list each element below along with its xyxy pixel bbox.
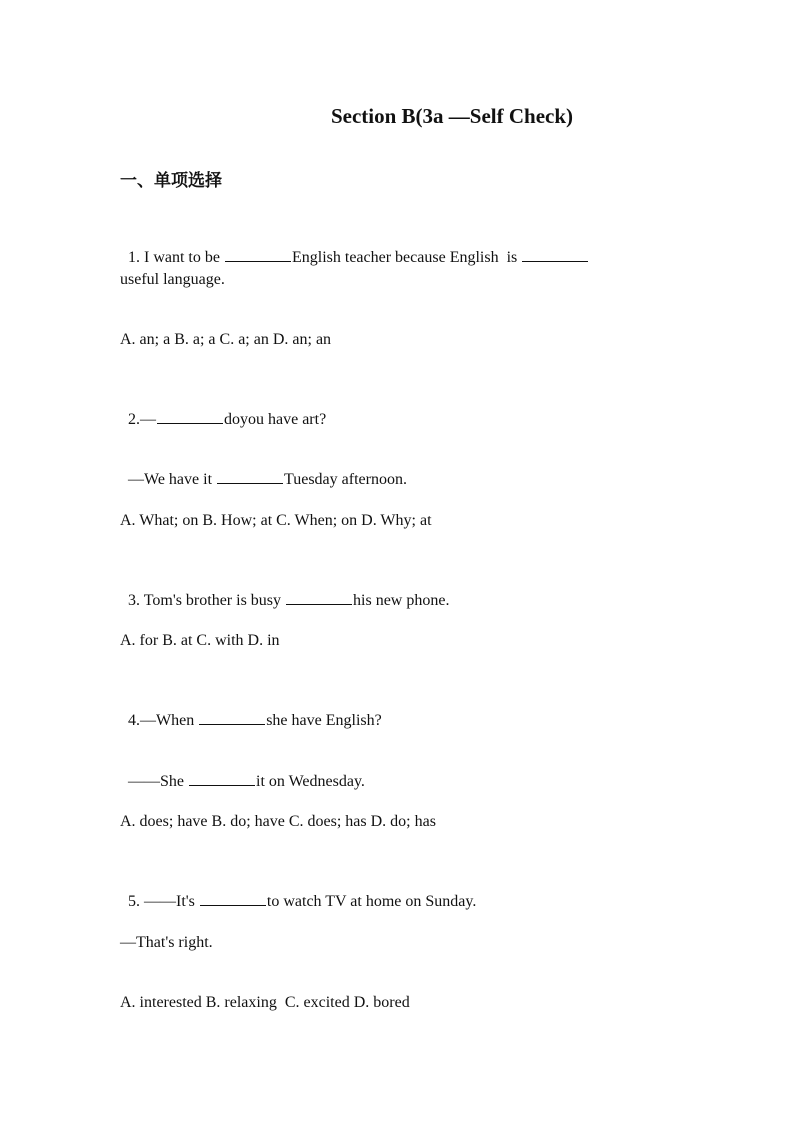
question-2-text-start: 2.— bbox=[128, 411, 156, 428]
question-5-reply: —That's right. bbox=[120, 934, 213, 951]
question-2-reply bbox=[120, 451, 407, 489]
answer-blank bbox=[157, 409, 223, 424]
question-2-reply-end: Tuesday afternoon. bbox=[284, 471, 407, 488]
question-3 bbox=[120, 572, 449, 610]
question-3-text-start: 3. Tom's brother is busy bbox=[128, 592, 286, 609]
question-4-options: A. does; have B. do; have C. does; has D. do; has bbox=[120, 813, 436, 830]
question-1 bbox=[120, 229, 589, 267]
question-2-text-end: doyou have art? bbox=[224, 411, 327, 428]
question-5-text-start: 5. ——It's bbox=[128, 893, 199, 910]
section-heading: 一、单项选择 bbox=[120, 171, 222, 191]
answer-blank bbox=[200, 891, 266, 906]
question-1-text-middle: English teacher because English is bbox=[291, 249, 522, 266]
question-1-text-start: 1. I want to be bbox=[128, 249, 224, 266]
question-5-text-end: to watch TV at home on Sunday. bbox=[266, 893, 477, 910]
question-1-continued: useful language. bbox=[120, 271, 225, 288]
answer-blank bbox=[199, 710, 265, 725]
question-4-text-end: she have English? bbox=[266, 712, 382, 729]
question-2-options: A. What; on B. How; at C. When; on D. Why; at bbox=[120, 512, 432, 529]
question-4-reply bbox=[120, 753, 365, 791]
answer-blank bbox=[189, 771, 255, 786]
question-4-reply-start: ——She bbox=[128, 773, 188, 790]
question-4 bbox=[120, 692, 382, 730]
question-5-options: A. interested B. relaxing C. excited D. bored bbox=[120, 994, 410, 1011]
answer-blank bbox=[225, 247, 291, 262]
question-3-text-end: his new phone. bbox=[353, 592, 450, 609]
answer-blank bbox=[217, 469, 283, 484]
question-1-options: A. an; a B. a; a C. a; an D. an; an bbox=[120, 331, 332, 348]
question-4-text-start: 4.—When bbox=[128, 712, 199, 729]
answer-blank bbox=[522, 247, 588, 262]
question-3-options: A. for B. at C. with D. in bbox=[120, 632, 280, 649]
answer-blank bbox=[286, 590, 352, 605]
document-title: Section B(3a —Self Check) bbox=[330, 104, 574, 128]
question-2 bbox=[120, 391, 326, 429]
question-5 bbox=[120, 873, 476, 911]
question-2-reply-start: —We have it bbox=[128, 471, 217, 488]
question-4-reply-end: it on Wednesday. bbox=[256, 773, 365, 790]
